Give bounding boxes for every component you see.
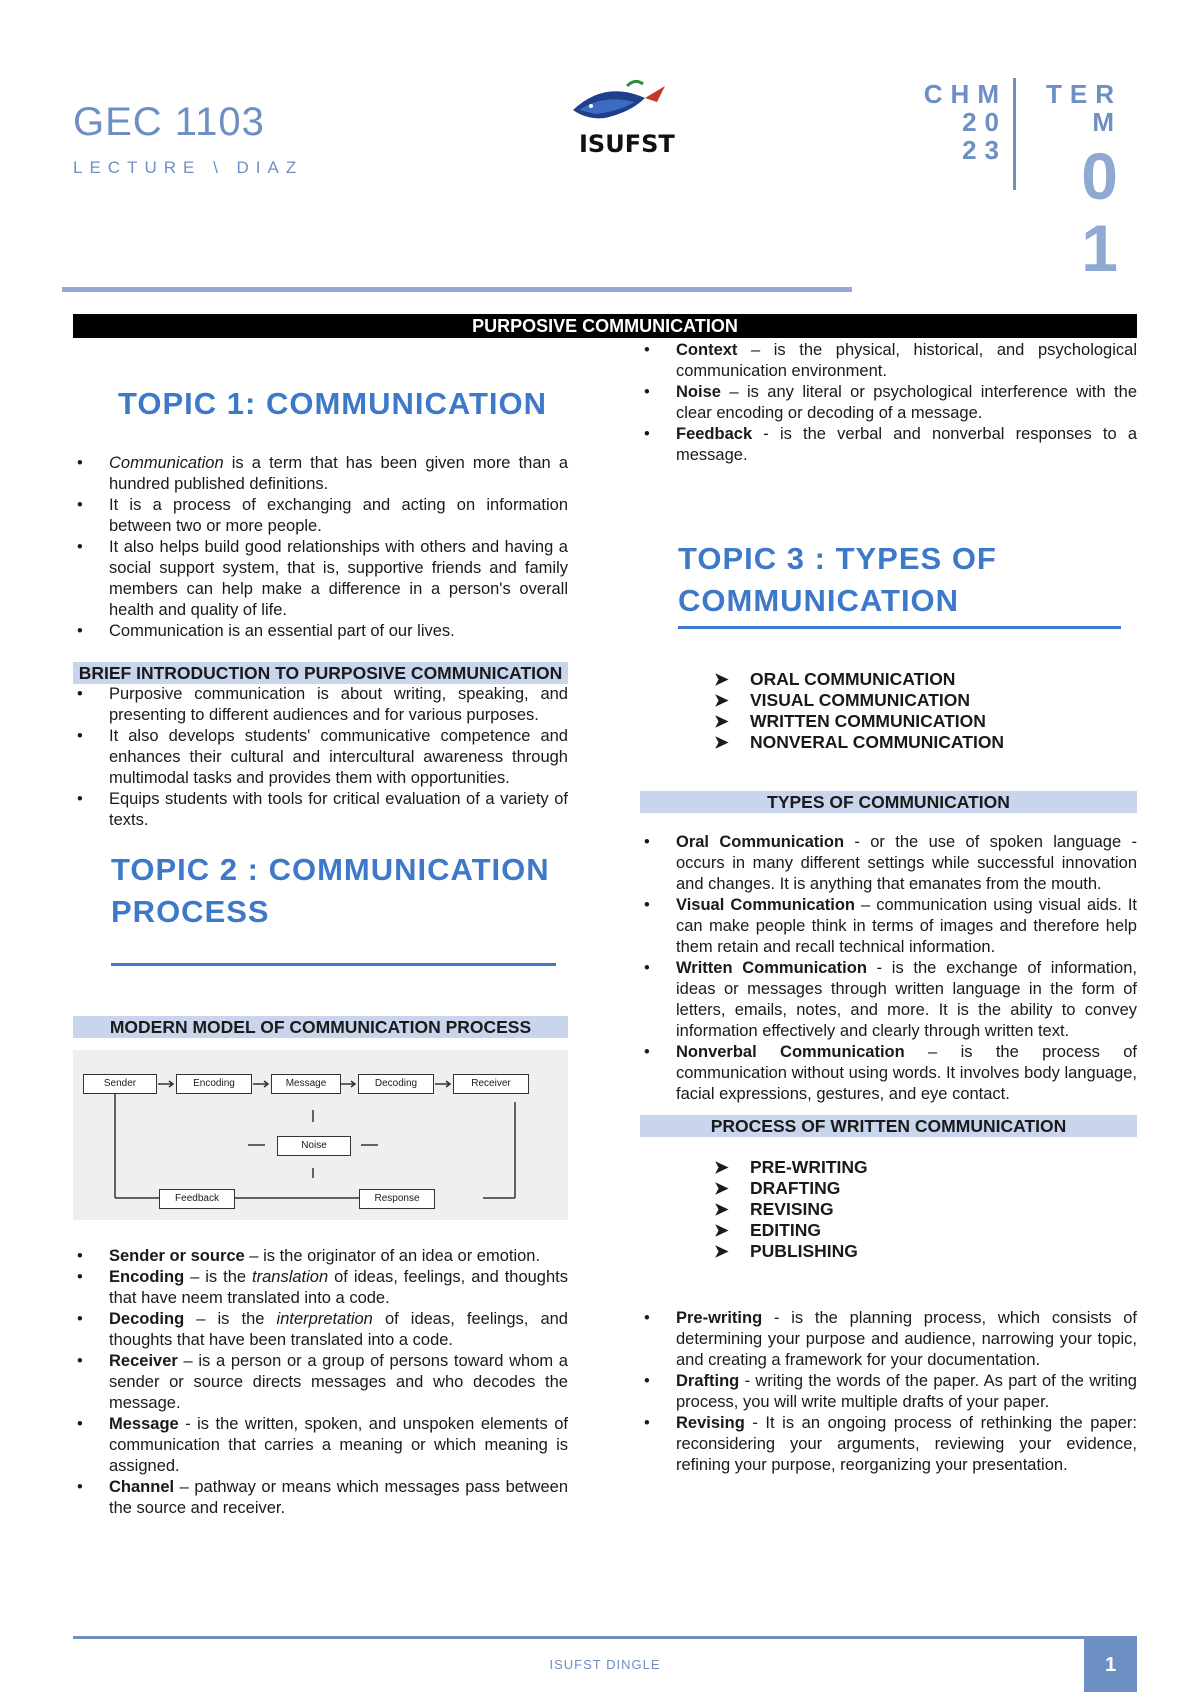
topic2-heading (73, 849, 568, 933)
list-item: ➤ DRAFTING (714, 1178, 841, 1198)
left-column (73, 383, 568, 1519)
topic3-heading (640, 538, 1137, 622)
context-list (640, 340, 1137, 466)
chm-line: CHM (923, 79, 1007, 109)
chm-year-block (915, 80, 1007, 164)
header-divider (1013, 78, 1016, 190)
term-block (1030, 80, 1122, 136)
logo-text: ISUFST (579, 130, 675, 158)
message-box: Message (271, 1074, 341, 1094)
topic2-rule (111, 963, 556, 966)
process-list (73, 1246, 568, 1519)
chm-line: 23 (962, 135, 1007, 165)
list-item: • Receiver – is a person or a group of persons toward whom a sender or source directs messages and who decodes the message. (77, 1352, 568, 1412)
term-line: M (1092, 107, 1122, 137)
list-item: • Communication is an essential part of our lives. (77, 622, 455, 640)
list-item: • Equips students with tools for critical evaluation of a variety of texts. (77, 790, 568, 829)
encoding-box: Encoding (176, 1074, 252, 1094)
written-process-heading: PROCESS OF WRITTEN COMMUNICATION (640, 1115, 1137, 1137)
course-code: GEC 1103 (73, 100, 265, 144)
list-item: • Revising - It is an ongoing process of rethinking the paper: reconsidering your arguments, reviewing your evidence, refining your purpose, reorganizing your presentation. (644, 1414, 1137, 1474)
term-line: TER (1046, 79, 1122, 109)
types-heading: TYPES OF COMMUNICATION (640, 791, 1137, 813)
list-item: ➤ WRITTEN COMMUNICATION (714, 711, 986, 731)
topic3-line: COMMUNICATION (678, 583, 960, 618)
topic1-list (73, 453, 568, 642)
page-number: 1 (1084, 1638, 1137, 1692)
list-item: • Encoding – is the translation of ideas, feelings, and thoughts that have neem translated into a code. (77, 1268, 568, 1307)
list-item: ➤ REVISING (714, 1199, 834, 1219)
list-item: ➤ EDITING (714, 1220, 821, 1240)
types-list (640, 832, 1137, 1105)
list-item: • Noise – is any literal or psychological interference with the clear encoding or decoding of a message. (644, 383, 1137, 422)
term-digit: 0 (1081, 139, 1118, 213)
header-rule (62, 287, 852, 292)
types-arrow-list (640, 669, 1137, 753)
term-digit: 1 (1081, 211, 1118, 285)
list-item: • Context – is the physical, historical, and psychological communication environment. (644, 341, 1137, 380)
lecture-label: LECTURE \ DIAZ (73, 158, 304, 177)
list-item: • Oral Communication - or the use of spoken language - occurs in many different settings while successful innovation and changes. It is anything that emanates from the mouth. (644, 833, 1137, 893)
list-item: • Nonverbal Communication – is the process of communication without using words. It involves body language, facial expressions, gestures, and eye contact. (644, 1043, 1137, 1103)
list-item: ➤ PUBLISHING (714, 1241, 858, 1261)
list-item: • Message - is the written, spoken, and unspoken elements of communication that carries a meaning or which meaning is assigned. (77, 1415, 568, 1475)
list-item: • Communication is a term that has been given more than a hundred published definitions. (77, 454, 568, 493)
communication-model-diagram (73, 1050, 568, 1220)
list-item: • Pre-writing - is the planning process, which consists of determining your purpose and audience, narrowing your topic, and creating a framework for your documentation. (644, 1309, 1137, 1369)
list-item: ➤ PRE-WRITING (714, 1157, 868, 1177)
topic2-line: PROCESS (111, 894, 270, 929)
list-item: • Written Communication - is the exchange of information, ideas or messages through written language in the form of letters, emails, notes, and more. It is the ability to convey information effectively and clearly through written text. (644, 959, 1137, 1040)
list-item: • Channel – pathway or means which messages pass between the source and receiver. (77, 1478, 568, 1517)
written-arrow-list (640, 1157, 1137, 1262)
list-item: • Purposive communication is about writing, speaking, and presenting to different audiences and for various purposes. (77, 685, 568, 724)
list-item: • Feedback - is the verbal and nonverbal responses to a message. (644, 425, 1137, 464)
receiver-box: Receiver (453, 1074, 529, 1094)
list-item: • Sender or source – is the originator of an idea or emotion. (77, 1247, 541, 1265)
list-item: ➤ VISUAL COMMUNICATION (714, 690, 971, 710)
response-box: Response (359, 1189, 435, 1209)
topic1-heading: TOPIC 1: COMMUNICATION (118, 386, 548, 421)
brief-intro-heading: BRIEF INTRODUCTION TO PURPOSIVE COMMUNICATION (73, 662, 568, 684)
page-title-bar: PURPOSIVE COMMUNICATION (73, 314, 1137, 338)
chm-line: 20 (962, 107, 1007, 137)
written-steps-list (640, 1308, 1137, 1476)
list-item: ➤ ORAL COMMUNICATION (714, 669, 956, 689)
brief-list (73, 684, 568, 831)
topic2-line: TOPIC 2 : COMMUNICATION (111, 852, 550, 887)
right-column (640, 340, 1137, 1476)
list-item: • It also helps build good relationships with others and having a social support system, that is, supportive friends and family members can help make a difference in a person's overall health and quality of life. (77, 538, 568, 619)
footer-rule (73, 1636, 1137, 1639)
sender-box: Sender (83, 1074, 157, 1094)
term-number (1030, 140, 1118, 284)
list-item: • Decoding – is the interpretation of ideas, feelings, and thoughts that have been translated into a code. (77, 1310, 568, 1349)
isufst-logo (565, 72, 675, 162)
footer-label: ISUFST DINGLE (549, 1657, 661, 1672)
topic3-line: TOPIC 3 : TYPES OF (678, 541, 997, 576)
list-item: • Drafting - writing the words of the paper. As part of the writing process, you will write multiple drafts of your paper. (644, 1372, 1137, 1411)
list-item: • Visual Communication – communication using visual aids. It can make people think in terms of images and therefore help them retain and recall technical information. (644, 896, 1137, 956)
list-item: • It is a process of exchanging and acting on information between two or more people. (77, 496, 568, 535)
noise-box: Noise (277, 1136, 351, 1156)
decoding-box: Decoding (358, 1074, 434, 1094)
topic3-rule (678, 626, 1121, 629)
list-item: ➤ NONVERAL COMMUNICATION (714, 732, 1005, 752)
feedback-box: Feedback (159, 1189, 235, 1209)
list-item: • It also develops students' communicative competence and enhances their cultural and intercultural awareness through multimodal tasks and provides them with opportunities. (77, 727, 568, 787)
model-heading: MODERN MODEL OF COMMUNICATION PROCESS (73, 1016, 568, 1038)
